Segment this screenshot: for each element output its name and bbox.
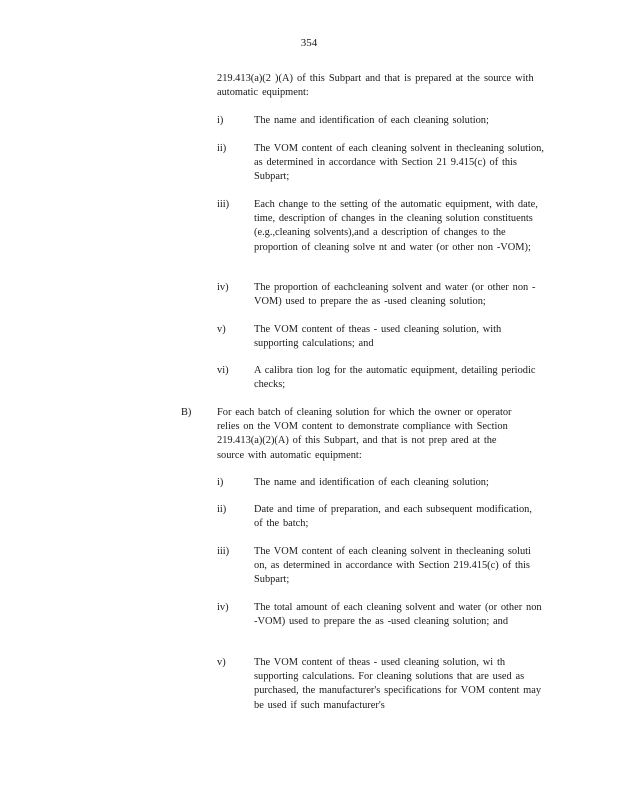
page-number: 354: [300, 37, 318, 49]
item-text: The name and identification of each cleaning solution;: [254, 477, 489, 488]
item-number: i): [217, 477, 224, 488]
item-number: vi): [217, 365, 229, 376]
item-number: i): [217, 115, 224, 126]
item-number: v): [217, 324, 226, 335]
item-number: iii): [217, 546, 230, 557]
item-text: A calibra tion log for the automatic equipment, detailing periodic checks;: [254, 365, 536, 391]
item-text: Date and time of preparation, and each subsequent modification, of the batch;: [254, 504, 532, 530]
item-text: The name and identification of each cleaning solution;: [254, 115, 489, 126]
item-text: The VOM content of each cleaning solvent in thecleaning solution, as determined in accordance with Section 21 9.415(c) of this Subpart;: [254, 143, 544, 183]
item-text: The total amount of each cleaning solvent and water (or other non -VOM) used to prepare the as -used cleaning solution; and: [254, 602, 542, 628]
item-number: v): [217, 657, 226, 668]
item-text: The VOM content of theas - used cleaning solution, with supporting calculations; and: [254, 324, 502, 350]
section-text: For each batch of cleaning solution for which the owner or operator relies on the VOM content to demonstrate compliance with Section 219.413(a)(2)(A) of this Subpart, and that is not prep ared at the source with automatic equipment:: [217, 407, 512, 461]
item-number: iv): [217, 282, 229, 293]
item-number: iii): [217, 199, 230, 210]
intro-paragraph: 219.413(a)(2 )(A) of this Subpart and that is prepared at the source with automatic equipment:: [217, 73, 534, 99]
item-text: The VOM content of each cleaning solvent in thecleaning soluti on, as determined in accordance with Section 219.415(c) of this Subpart;: [254, 546, 531, 586]
item-text: Each change to the setting of the automatic equipment, with date, time, description of changes in the cleaning solution constituents (e.g.,cleaning solvents),and a description of changes to the proportion of cleaning solve nt and water (or other non -VOM);: [254, 199, 538, 253]
item-text: The proportion of eachcleaning solvent and water (or other non -VOM) used to prepare the as -used cleaning solution;: [254, 282, 536, 308]
item-number: ii): [217, 143, 227, 154]
item-number: iv): [217, 602, 229, 613]
section-number: B): [181, 407, 192, 418]
item-text: The VOM content of theas - used cleaning solution, wi th supporting calculations. For cleaning solutions that are used as purchased, the manufacturer's specifications for VOM content may be used if such manufacturer's: [254, 657, 542, 711]
item-number: ii): [217, 504, 227, 515]
